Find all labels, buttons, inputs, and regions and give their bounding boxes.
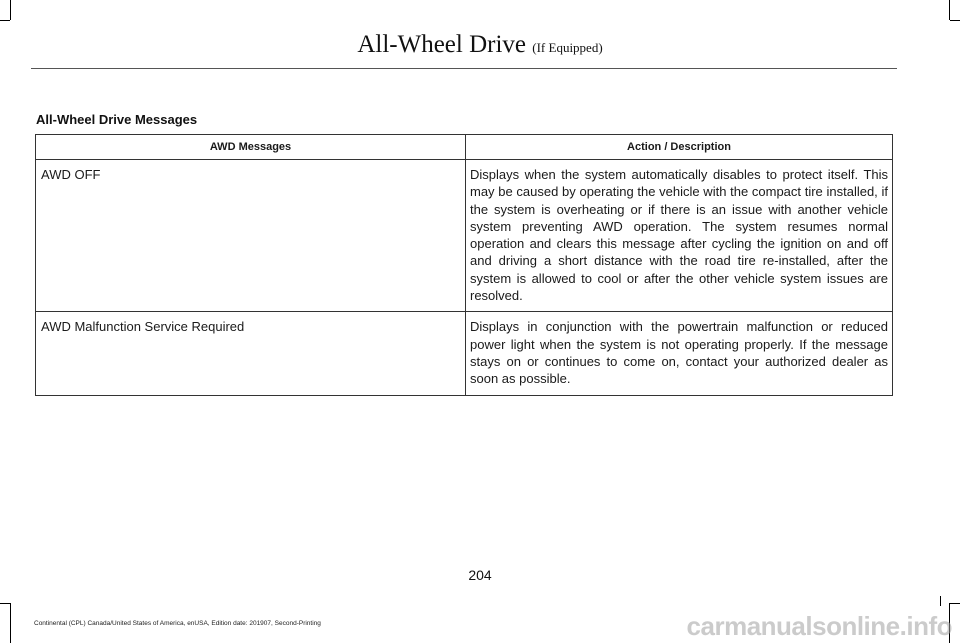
table-header-row [36, 135, 893, 160]
page-number: 204 [468, 567, 492, 583]
description-cell: Displays when the system automatically disables to protect itself. This may be caused by operating the vehicle with the compact tire installed, if the system is overheating or if there is an issue with another vehicle system preventing AWD operation. The system resumes normal operation and clears this message after cycling the ignition on and off and driving a short distance with the road tire re-installed, after the system is allowed to cool or after the other vehicle system issues are resolved. [466, 160, 893, 312]
table-row [36, 160, 893, 312]
crop-mark [10, 0, 11, 20]
description-cell: Displays in conjunction with the powertrain malfunction or reduced power light when the system is not operating properly. If the message stays on or continues to come on, contact your authorized dealer as soon as possible. [466, 312, 893, 395]
column-header-messages: AWD Messages [36, 135, 466, 160]
header-title-main: All-Wheel Drive [357, 31, 527, 58]
header-title-suffix: (If Equipped) [532, 40, 603, 55]
crop-mark [949, 0, 950, 20]
section-title: All-Wheel Drive Messages [36, 112, 198, 127]
message-cell: AWD OFF [36, 160, 466, 312]
awd-messages-table [35, 134, 893, 396]
page-header-title [0, 31, 960, 59]
crop-mark [10, 603, 11, 643]
crop-mark [0, 603, 10, 604]
crop-mark [0, 20, 10, 21]
table-row [36, 312, 893, 395]
header-divider [31, 68, 897, 69]
footer-edition-text: Continental (CPL) Canada/United States of America, enUSA, Edition date: 201907, Second-Printing [34, 620, 321, 627]
message-cell: AWD Malfunction Service Required [36, 312, 466, 395]
crop-mark [940, 596, 941, 606]
crop-mark [950, 20, 960, 21]
watermark: carmanualsonline.info [686, 611, 952, 641]
column-header-description: Action / Description [466, 135, 893, 160]
crop-mark [950, 603, 960, 604]
